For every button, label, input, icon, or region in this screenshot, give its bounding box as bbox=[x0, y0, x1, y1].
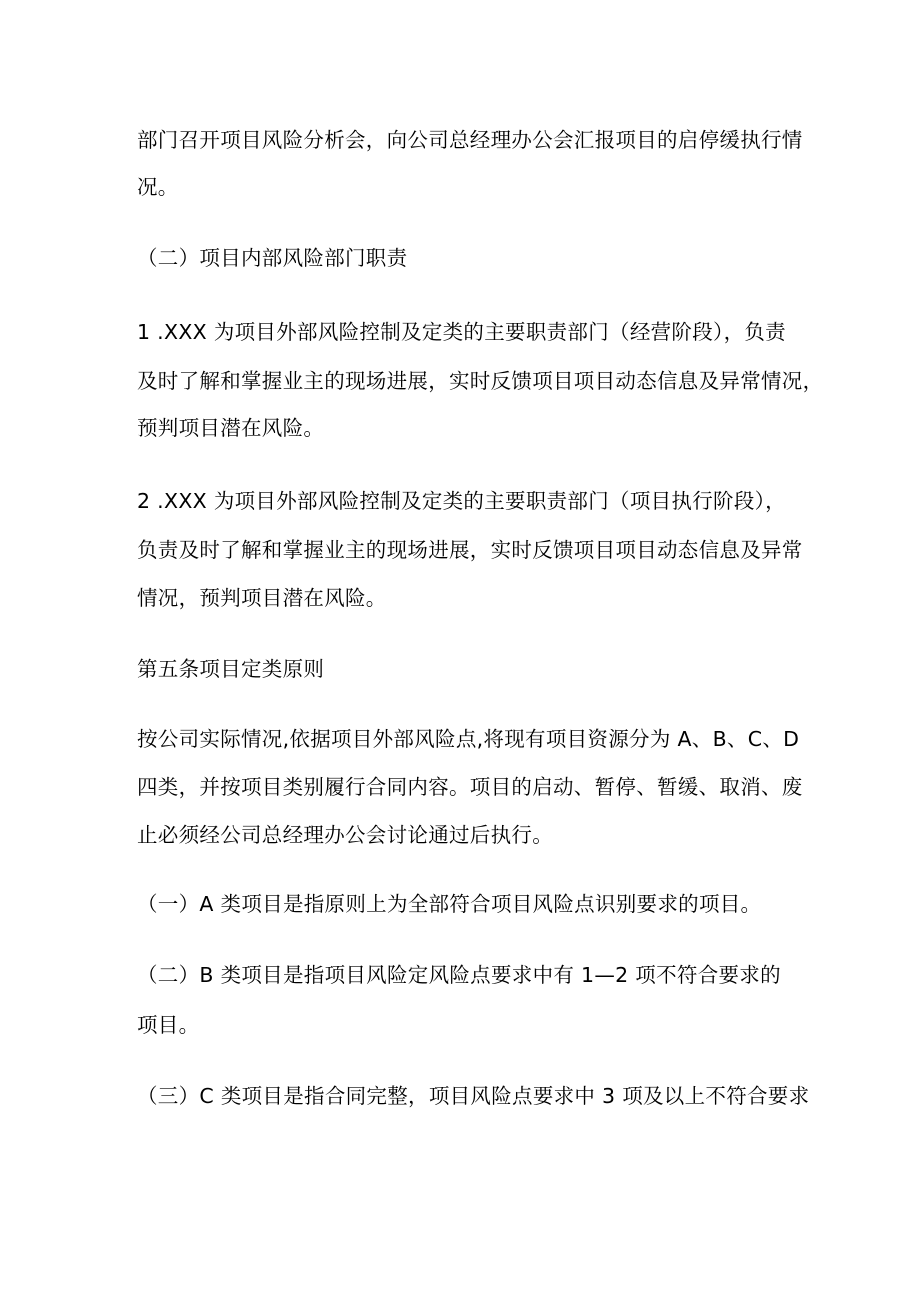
paragraph-line: （一）A 类项目是指原则上为全部符合项目风险点识别要求的项目。 bbox=[137, 892, 762, 916]
paragraph-line: 2 .XXX 为项目外部风险控制及定类的主要职责部门（项目执行阶段）， bbox=[137, 489, 786, 513]
paragraph-line: 四类，并按项目类别履行合同内容。项目的启动、暂停、暂缓、取消、废 bbox=[137, 775, 803, 799]
paragraph-line: 按公司实际情况,依据项目外部风险点,将现有项目资源分为 A、B、C、D bbox=[137, 727, 800, 751]
paragraph-line: 及时了解和掌握业主的现场进展，实时反馈项目项目动态信息及异常情况， bbox=[137, 369, 824, 393]
paragraph-line: （三）C 类项目是指合同完整，项目风险点要求中 3 项及以上不符合要求 bbox=[137, 1084, 810, 1108]
paragraph-line: 负责及时了解和掌握业主的现场进展，实时反馈项目项目动态信息及异常 bbox=[137, 538, 803, 562]
section-heading: （二）项目内部风险部门职责 bbox=[137, 246, 408, 270]
paragraph-line: 部门召开项目风险分析会，向公司总经理办公会汇报项目的启停缓执行情 bbox=[137, 128, 803, 152]
paragraph-line: 止必须经公司总经理办公会讨论通过后执行。 bbox=[137, 823, 553, 847]
paragraph-line: （二）B 类项目是指项目风险定风险点要求中有 1—2 项不符合要求的 bbox=[137, 963, 781, 987]
article-heading: 第五条项目定类原则 bbox=[137, 657, 325, 681]
paragraph-line: 1 .XXX 为项目外部风险控制及定类的主要职责部门（经营阶段），负责 bbox=[137, 320, 786, 344]
paragraph-line: 项目。 bbox=[137, 1013, 200, 1037]
paragraph-line: 预判项目潜在风险。 bbox=[137, 416, 325, 440]
paragraph-line: 情况，预判项目潜在风险。 bbox=[137, 586, 387, 610]
paragraph-line: 况。 bbox=[137, 175, 179, 199]
